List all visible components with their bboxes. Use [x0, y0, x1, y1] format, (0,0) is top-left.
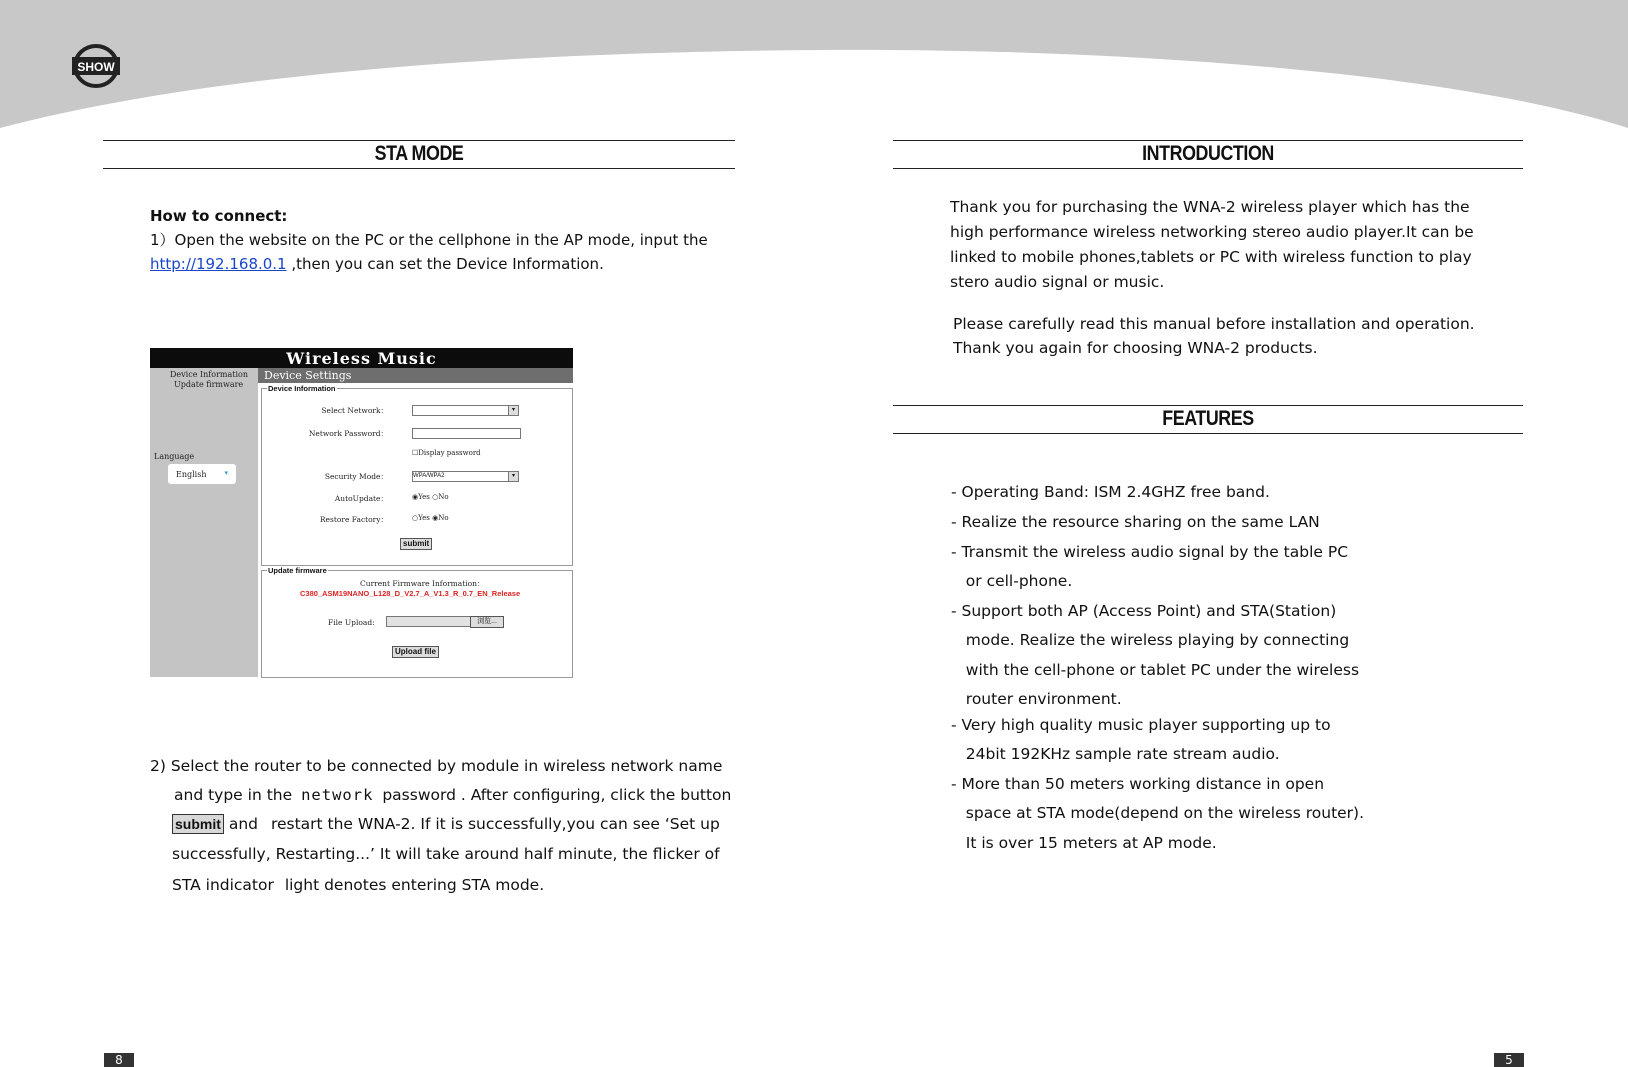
sidebar-item-device-information[interactable]: Device Information — [170, 370, 248, 379]
svg-text:SHOW: SHOW — [77, 60, 115, 74]
feature-line: router environment. — [951, 690, 1122, 708]
step2-line2-a: and type in the — [174, 786, 293, 804]
select-network-label: Select Network： — [321, 406, 388, 415]
file-upload-input[interactable] — [386, 616, 472, 627]
features-title-top-rule — [893, 405, 1523, 406]
network-password-input[interactable] — [412, 428, 521, 439]
upload-file-button[interactable]: Upload file — [392, 646, 439, 658]
sidebar-item-update-firmware[interactable]: Update firmware — [174, 380, 244, 389]
show-logo — [72, 44, 120, 88]
step1-line1: 1）Open the website on the PC or the cellphone in the AP mode, input the — [150, 231, 708, 249]
security-mode-value: WPA/WPA2 — [413, 473, 445, 479]
browse-button[interactable]: 浏览... — [470, 616, 504, 628]
step1-line2 — [150, 252, 604, 276]
device-information-legend: Device Information — [268, 384, 336, 393]
current-firmware-label: Current Firmware Information： — [360, 579, 485, 588]
autoupdate-label: AutoUpdate： — [334, 494, 388, 503]
feature-line: - More than 50 meters working distance in open — [951, 775, 1325, 793]
introduction-title: INTRODUCTION — [1142, 142, 1274, 165]
step2-line3-a: and — [228, 815, 258, 833]
page-number-left: 8 — [104, 1053, 134, 1067]
introduction-line: Thank you again for choosing WNA-2 products. — [953, 339, 1318, 357]
security-mode-dropdown[interactable] — [412, 471, 519, 482]
current-firmware-value: C380_ASM19NANO_L128_D_V2.7_A_V1.3_R_0.7_EN_Release — [300, 589, 521, 598]
step1-line2-text: ,then you can set the Device Information. — [291, 255, 604, 273]
how-to-connect-heading: How to connect: — [150, 207, 288, 225]
router-address-link[interactable]: http://192.168.0.1 — [150, 255, 287, 273]
step2-line2-c: password . After configuring, click the button — [382, 786, 732, 804]
feature-line: - Very high quality music player supporting up to — [951, 716, 1331, 734]
feature-line: with the cell-phone or tablet PC under the wireless — [951, 661, 1360, 679]
chevron-down-icon: ▾ — [224, 469, 228, 477]
intro-title-bottom-rule — [893, 168, 1523, 169]
sta-mode-title: STA MODE — [374, 142, 464, 165]
step2-line1: 2) Select the router to be connected by module in wireless network name — [150, 757, 723, 775]
language-label: Language — [154, 452, 195, 461]
feature-line: or cell-phone. — [951, 572, 1073, 590]
wireless-music-title: Wireless Music — [150, 348, 573, 368]
screenshot-sidebar — [150, 368, 258, 677]
feature-line: It is over 15 meters at AP mode. — [951, 834, 1217, 852]
step2-line4-b: Restarting...’ It will take around half minute, the flicker of — [275, 845, 720, 863]
feature-line: - Transmit the wireless audio signal by the table PC — [951, 543, 1349, 561]
select-network-dropdown[interactable] — [412, 405, 519, 416]
file-upload-label: File Upload: — [328, 618, 375, 627]
step2-line5 — [172, 876, 544, 894]
introduction-line: stero audio signal or music. — [950, 273, 1165, 291]
language-value: English — [176, 470, 207, 479]
header-curve — [0, 0, 1628, 140]
feature-line: space at STA mode(depend on the wireless router). — [951, 804, 1365, 822]
page-number-right: 5 — [1494, 1053, 1524, 1067]
dropdown-arrow-icon: ▾ — [508, 406, 518, 415]
intro-title-top-rule — [893, 140, 1523, 141]
step2-line3 — [172, 814, 720, 834]
feature-line: - Support both AP (Access Point) and STA(Station) — [951, 602, 1337, 620]
security-mode-label: Security Mode： — [324, 472, 388, 481]
introduction-line: Please carefully read this manual before installation and operation. — [953, 315, 1475, 333]
restore-factory-radios[interactable]: ○Yes ◉No — [412, 514, 449, 522]
introduction-line: Thank you for purchasing the WNA-2 wireless player which has the — [950, 198, 1470, 216]
network-password-label: Network Password： — [308, 429, 388, 438]
feature-line: - Realize the resource sharing on the same LAN — [951, 513, 1320, 531]
submit-button-illustration: submit — [172, 814, 224, 834]
step2-line4-a: successfully, — [172, 845, 271, 863]
tab-device-settings[interactable]: Device Settings — [258, 368, 573, 383]
introduction-line: linked to mobile phones,tablets or PC with wireless function to play — [950, 248, 1472, 266]
features-title-bottom-rule — [893, 433, 1523, 434]
feature-line: 24bit 192KHz sample rate stream audio. — [951, 745, 1280, 763]
sta-title-bottom-rule — [103, 168, 735, 169]
dropdown-arrow-icon: ▾ — [508, 472, 518, 481]
submit-button[interactable]: submit — [400, 538, 432, 550]
display-password-checkbox[interactable]: ☐Display password — [412, 449, 481, 457]
step2-line5-b: light denotes entering STA mode. — [284, 876, 545, 894]
web-ui-screenshot — [150, 348, 573, 677]
language-select[interactable] — [168, 464, 236, 484]
step2-line4 — [172, 845, 720, 863]
autoupdate-radios[interactable]: ◉Yes ○No — [412, 493, 449, 501]
update-firmware-legend: Update firmware — [268, 566, 327, 575]
features-title: FEATURES — [1162, 407, 1254, 430]
step2-line5-a: STA indicator — [172, 876, 274, 894]
introduction-line: high performance wireless networking stereo audio player.It can be — [950, 223, 1474, 241]
step2-line2-network: network — [301, 786, 374, 804]
restore-factory-label: Restore Factory： — [319, 515, 388, 524]
step2-line2 — [174, 786, 731, 804]
feature-line: - Operating Band: ISM 2.4GHZ free band. — [951, 483, 1270, 501]
step2-line3-b: restart the WNA-2. If it is successfully,you can see ‘Set up — [270, 815, 720, 833]
feature-line: mode. Realize the wireless playing by connecting — [951, 631, 1350, 649]
sta-title-top-rule — [103, 140, 735, 141]
